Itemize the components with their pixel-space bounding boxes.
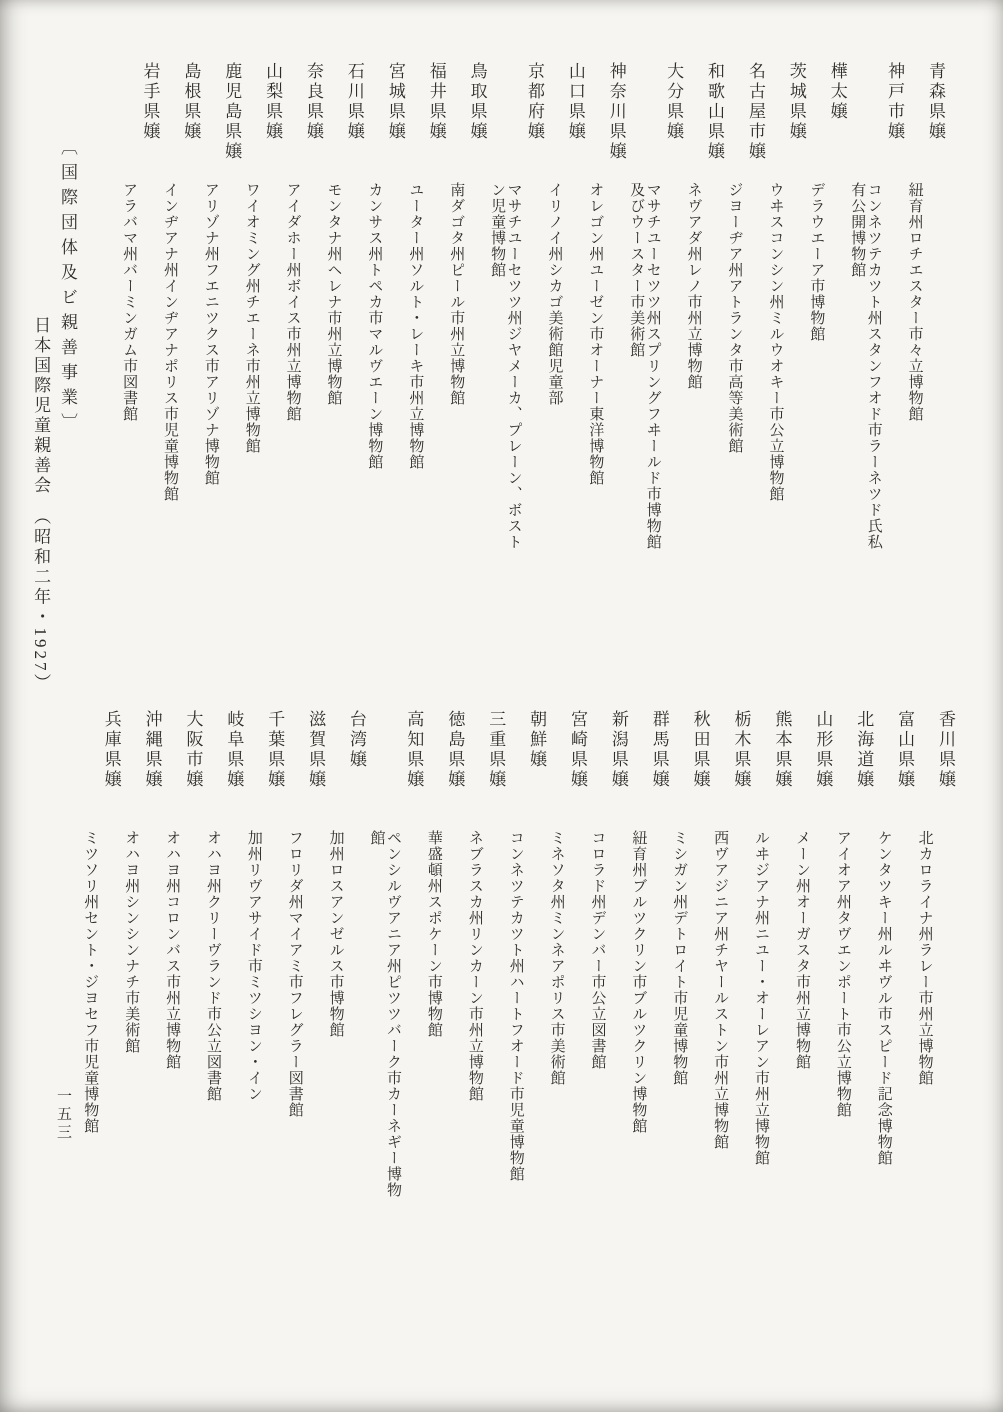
region-name: 名古屋市嬢 (745, 62, 765, 162)
doll-entry (368, 710, 423, 1205)
doll-entry (327, 710, 366, 1205)
region-name: 大阪市嬢 (183, 710, 203, 790)
top-entry-list (119, 62, 945, 557)
doll-entry (448, 62, 487, 557)
doll-entry (82, 710, 121, 1205)
region-name: 京都府嬢 (524, 62, 544, 142)
museum-name: デラウエーア市博物館 (808, 182, 825, 342)
museum-name: 加州リヴアサイド市ミツシヨン・イン (245, 830, 262, 1102)
region-name: 兵庫県嬢 (101, 710, 121, 790)
museum-name: ネブラスカ州リンカーン市州立博物館 (466, 830, 483, 1102)
doll-entry (123, 710, 162, 1205)
doll-entry (753, 710, 792, 1205)
museum-name: 加州ロスアンゼルス市博物館 (327, 830, 344, 1038)
doll-entry (671, 710, 710, 1205)
doll-entry (489, 62, 544, 557)
region-name: 群馬県嬢 (649, 710, 669, 790)
section-heading (28, 138, 78, 713)
doll-entry (425, 710, 464, 1205)
region-name: 鳥取県嬢 (467, 62, 487, 142)
museum-name: カンサス州トペカ市マルヴエーン博物館 (366, 182, 383, 470)
doll-entry (630, 710, 669, 1205)
doll-entry (589, 710, 628, 1205)
doll-entry (204, 710, 243, 1205)
museum-name: 西ヴアジニア州チヤールストン市州立博物館 (712, 830, 729, 1150)
museum-name: 紐育州ブルツクリン市ブルツクリン博物館 (630, 830, 647, 1134)
museum-name: 北カロライナ州ラレー市州立博物館 (916, 830, 933, 1086)
museum-name: ミネソタ州ミンネアポリス市美術館 (548, 830, 565, 1086)
doll-entry (366, 62, 405, 557)
region-name: 秋田県嬢 (690, 710, 710, 790)
doll-entry (849, 62, 904, 557)
doll-entry (243, 62, 282, 557)
region-name: 台湾嬢 (347, 710, 367, 770)
museum-name: 華盛頓州スポケーン市博物館 (425, 830, 442, 1038)
museum-name: ミツソリ州セント・ジヨセフ市児童博物館 (82, 830, 99, 1134)
region-name: 奈良県嬢 (304, 62, 324, 142)
doll-entry (548, 710, 587, 1205)
museum-name: インヂアナ州インヂアナポリス市児童博物館 (161, 182, 178, 502)
museum-name: ウヰスコンシン州ミルウオキー市公立博物館 (767, 182, 784, 502)
region-name: 朝鮮嬢 (527, 710, 547, 770)
doll-entry (161, 62, 200, 557)
museum-name: マサチユーセツツ州ジヤメーカ、プレーン、ボストン児童博物館 (489, 182, 522, 550)
region-name: 岩手県嬢 (140, 62, 160, 142)
region-name: 栃木県嬢 (731, 710, 751, 790)
doll-entry (121, 62, 160, 557)
museum-name: コンネツテカツト州スタンフオド市ラーネツド氏私有公開博物館 (849, 182, 882, 550)
museum-name: マサチユーセツツ州スプリングフヰールド市博物館及びウースター市美術館 (628, 182, 661, 550)
doll-entry (407, 62, 446, 557)
museum-name: オレゴン州ユーゼン市オーナー東洋博物館 (587, 182, 604, 486)
region-name: 岐阜県嬢 (224, 710, 244, 790)
region-name: 茨城県嬢 (786, 62, 806, 142)
doll-entry (202, 62, 241, 557)
doll-entry (507, 710, 546, 1205)
museum-name: ネヴアダ州レノ市州立博物館 (685, 182, 702, 390)
doll-entry (286, 710, 325, 1205)
region-name: 三重県嬢 (486, 710, 506, 790)
section-label: 〔国際団体及ビ親善事業〕 (58, 138, 77, 438)
museum-name: ジヨーヂア州アトランタ市高等美術館 (726, 182, 743, 454)
region-name: 新潟県嬢 (608, 710, 628, 790)
museum-name: モンタナ州ヘレナ市州立博物館 (325, 182, 342, 406)
region-name: 山口県嬢 (565, 62, 585, 142)
region-name: 熊本県嬢 (772, 710, 792, 790)
doll-entry (325, 62, 364, 557)
region-name: 山形県嬢 (813, 710, 833, 790)
region-name: 神戸市嬢 (885, 62, 905, 142)
section-title: 日本国際児童親善会 （昭和二年・1927） (31, 316, 51, 694)
page-number: 一五三 (55, 1088, 71, 1142)
region-name: 和歌山県嬢 (705, 62, 725, 162)
region-name: 鹿児島県嬢 (222, 62, 242, 162)
museum-name: アイダホー州ボイス市州立博物館 (284, 182, 301, 422)
museum-name: ケンタツキー州ルヰヴル市スピード記念博物館 (875, 830, 892, 1166)
region-name: 島根県嬢 (181, 62, 201, 142)
museum-name: オハヨ州コロンバス市州立博物館 (164, 830, 181, 1070)
region-name: 青森県嬢 (926, 62, 945, 142)
region-name: 滋賀県嬢 (306, 710, 326, 790)
doll-entry (712, 710, 751, 1205)
museum-name: イリノイ州シカゴ美術館児童部 (546, 182, 563, 406)
doll-entry (245, 710, 284, 1205)
doll-entry (284, 62, 323, 557)
doll-entry (546, 62, 585, 557)
region-name: 沖縄県嬢 (142, 710, 162, 790)
doll-entry (875, 710, 914, 1205)
doll-entry (793, 710, 832, 1205)
doll-entry (164, 710, 203, 1205)
region-name: 山梨県嬢 (263, 62, 283, 142)
museum-name: ルヰジアナ州ニユー・オーレアン市州立博物館 (753, 830, 770, 1166)
museum-name: フロリダ州マイアミ市フレグラー図書館 (286, 830, 303, 1118)
region-name: 神奈川県嬢 (606, 62, 626, 162)
museum-name: アラバマ州バーミンガム市図書館 (121, 182, 138, 422)
region-name: 大分県嬢 (664, 62, 684, 142)
museum-name: オハヨ州シンシンナチ市美術館 (123, 830, 140, 1054)
doll-entry (726, 62, 765, 557)
museum-name: ユーター州ソルト・レーキ市州立博物館 (407, 182, 424, 470)
region-name: 石川県嬢 (344, 62, 364, 142)
doll-entry (808, 62, 847, 557)
museum-name: コロラド州デンバー市公立図書館 (589, 830, 606, 1070)
museum-name: アイオア州タヴエンポート市公立博物館 (834, 830, 851, 1118)
region-name: 宮崎県嬢 (567, 710, 587, 790)
bottom-entry-list (80, 710, 955, 1205)
region-name: 樺太嬢 (827, 62, 847, 122)
region-name: 宮城県嬢 (385, 62, 405, 142)
doll-entry (466, 710, 505, 1205)
museum-name: メーン州オーガスタ市州立博物館 (793, 830, 810, 1070)
doll-entry (906, 62, 945, 557)
region-name: 香川県嬢 (936, 710, 955, 790)
museum-name: ワイオミング州チエーネ市州立博物館 (243, 182, 260, 454)
doll-entry (628, 62, 683, 557)
region-name: 福井県嬢 (426, 62, 446, 142)
doll-entry (587, 62, 626, 557)
museum-name: ペンシルヴアニア州ピツツバーク市カーネギー博物館 (368, 830, 402, 1198)
region-name: 高知県嬢 (404, 710, 424, 790)
region-name: 富山県嬢 (895, 710, 915, 790)
museum-name: 紐育州ロチエスター市々立博物館 (906, 182, 923, 422)
region-name: 北海道嬢 (854, 710, 874, 790)
museum-name: アリゾナ州フエニツクス市アリゾナ博物館 (202, 182, 219, 486)
museum-name: ミシガン州デトロイト市児童博物館 (671, 830, 688, 1086)
region-name: 徳島県嬢 (445, 710, 465, 790)
doll-entry (685, 62, 724, 557)
museum-name: オハヨ州クリーヴランド市公立図書館 (204, 830, 221, 1102)
doll-entry (834, 710, 873, 1205)
region-name: 千葉県嬢 (265, 710, 285, 790)
museum-name: 南ダゴタ州ピール市州立博物館 (448, 182, 465, 406)
doll-entry (916, 710, 955, 1205)
doll-entry (767, 62, 806, 557)
museum-name: コンネツテカツト州ハートフオード市児童博物館 (507, 830, 524, 1182)
